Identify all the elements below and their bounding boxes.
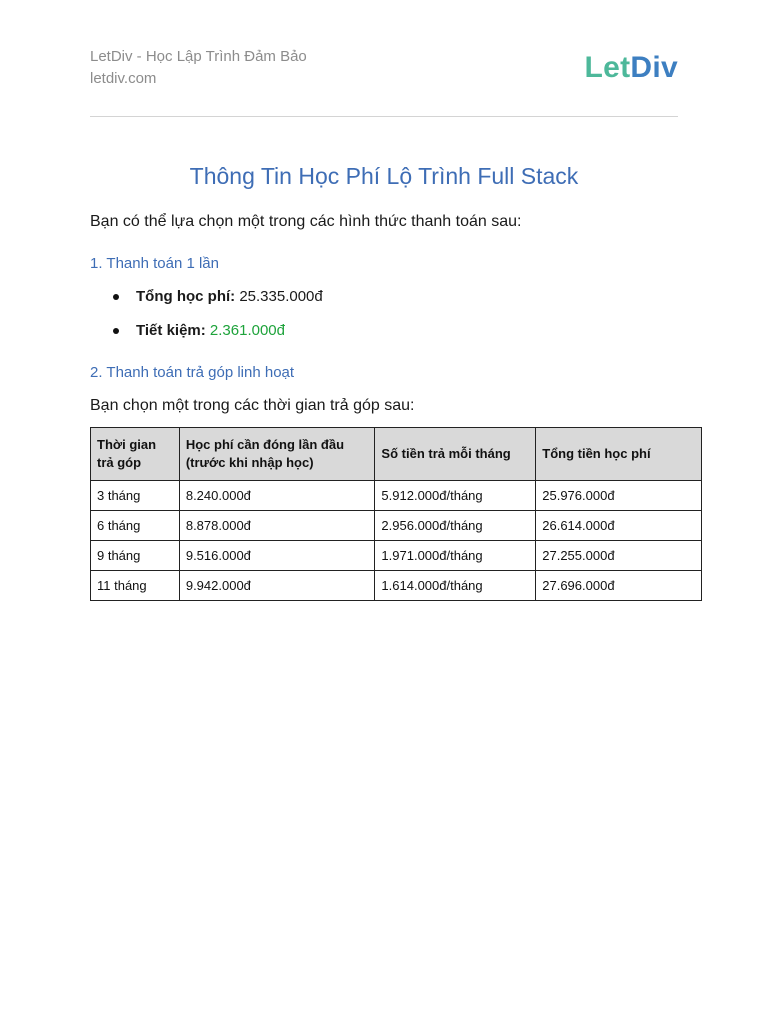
- section1-heading: 1. Thanh toán 1 lần: [90, 255, 219, 272]
- header-cell-duration: [91, 428, 180, 481]
- site-url[interactable]: letdiv.com: [90, 70, 157, 87]
- total-fee-value: 25.335.000đ: [239, 288, 323, 305]
- header-text: Thời gian: [97, 437, 157, 452]
- header-cell-total: [536, 428, 702, 481]
- savings-value: 2.361.000đ: [209, 322, 285, 339]
- table-cell: 9 tháng: [91, 541, 180, 571]
- savings-label: Tiết kiệm:: [136, 322, 206, 339]
- letdiv-logo: [585, 50, 679, 86]
- table-cell: 26.614.000đ: [536, 511, 702, 541]
- table-cell: 1.971.000đ/tháng: [375, 541, 536, 571]
- section2-intro: Bạn chọn một trong các thời gian trả góp sau:: [90, 397, 415, 414]
- page-title: Thông Tin Học Phí Lộ Trình Full Stack: [189, 163, 579, 189]
- table-cell: 9.516.000đ: [179, 541, 375, 571]
- site-name: LetDiv - Học Lập Trình Đảm Bảo: [90, 48, 307, 65]
- header-text: [90, 46, 307, 90]
- table-row: [91, 571, 702, 601]
- list-item-total-fee: [108, 286, 323, 320]
- table-row: [91, 511, 702, 541]
- header-text: (trước khi nhập học): [185, 455, 314, 470]
- table-header-row: [91, 428, 702, 481]
- table-cell: 27.696.000đ: [536, 571, 702, 601]
- table-cell: 3 tháng: [91, 481, 180, 511]
- table-cell: 2.956.000đ/tháng: [375, 511, 536, 541]
- list-item-savings: [108, 320, 323, 354]
- table-cell: 8.878.000đ: [179, 511, 375, 541]
- table-cell: 5.912.000đ/tháng: [375, 481, 536, 511]
- table-row: [91, 541, 702, 571]
- total-fee-label: Tổng học phí:: [136, 288, 236, 305]
- section2-heading: 2. Thanh toán trả góp linh hoạt: [90, 364, 295, 381]
- table-cell: 25.976.000đ: [536, 481, 702, 511]
- table-cell: 11 tháng: [91, 571, 180, 601]
- section1-bullet-list: [108, 286, 323, 354]
- table-cell: 6 tháng: [91, 511, 180, 541]
- header-text: trả góp: [97, 455, 142, 470]
- header-text: Tổng tiền học phí: [542, 446, 651, 461]
- table-cell: 8.240.000đ: [179, 481, 375, 511]
- header-divider: [90, 116, 678, 117]
- header-cell-monthly: [375, 428, 536, 481]
- logo-div: Div: [630, 51, 678, 84]
- table-cell: 1.614.000đ/tháng: [375, 571, 536, 601]
- installment-table: [90, 427, 702, 601]
- page-header: [90, 46, 678, 96]
- header-cell-first-payment: [179, 428, 375, 481]
- table-row: [91, 481, 702, 511]
- table-cell: 9.942.000đ: [179, 571, 375, 601]
- table-cell: 27.255.000đ: [536, 541, 702, 571]
- bullet-icon: [113, 294, 119, 300]
- header-text: Số tiền trả mỗi tháng: [381, 446, 511, 461]
- bullet-icon: [113, 328, 119, 334]
- intro-text: Bạn có thể lựa chọn một trong các hình thức thanh toán sau:: [90, 213, 522, 230]
- header-text: Học phí cần đóng lần đầu: [185, 437, 345, 452]
- logo-let: Let: [584, 51, 631, 84]
